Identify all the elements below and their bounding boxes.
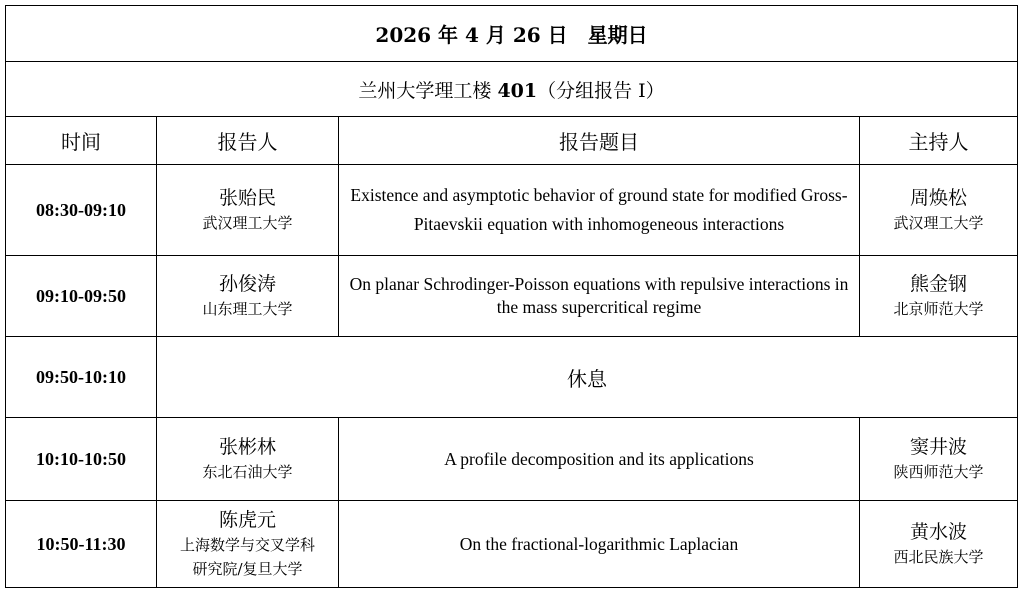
speaker-name: 孙俊涛	[218, 273, 276, 295]
venue-row	[6, 62, 1018, 117]
break-label: 休息	[157, 337, 1018, 418]
host-affiliation: 陕西师范大学	[893, 463, 984, 481]
table-row	[6, 165, 1018, 256]
speaker-affiliation-line2: 研究院/复旦大学	[192, 560, 303, 578]
host-cell	[860, 501, 1018, 588]
speaker-affiliation-line1: 上海数学与交叉学科	[179, 536, 315, 554]
time-cell: 10:50-11:30	[6, 501, 157, 588]
host-cell	[860, 418, 1018, 501]
time-cell: 08:30-09:10	[6, 165, 157, 256]
host-cell	[860, 256, 1018, 337]
talk-title: On the fractional-logarithmic Laplacian	[339, 501, 860, 588]
table-row	[6, 256, 1018, 337]
speaker-affiliation: 东北石油大学	[202, 463, 293, 481]
table-row	[6, 501, 1018, 588]
date-row	[6, 6, 1018, 62]
date-heading: 2026 年 4 月 26 日 星期日	[6, 6, 1018, 62]
venue-heading	[6, 62, 1018, 117]
talk-title: Existence and asymptotic behavior of ground state for modified Gross-Pitaevskii equation with inhomogeneous interactions	[339, 165, 860, 256]
time-cell: 09:10-09:50	[6, 256, 157, 337]
header-host: 主持人	[860, 117, 1018, 165]
speaker-name: 陈虎元	[218, 509, 276, 531]
speaker-name: 张彬林	[218, 436, 276, 458]
speaker-name: 张贻民	[218, 187, 276, 209]
header-time: 时间	[6, 117, 157, 165]
host-affiliation: 北京师范大学	[893, 300, 984, 318]
host-affiliation: 武汉理工大学	[893, 214, 984, 232]
host-name: 窦井波	[910, 436, 968, 458]
host-name: 黄水波	[910, 521, 968, 543]
venue-room: 401	[497, 79, 538, 102]
speaker-cell	[157, 418, 339, 501]
table-row	[6, 418, 1018, 501]
talk-title: A profile decomposition and its applications	[339, 418, 860, 501]
schedule-sheet	[5, 5, 1017, 588]
host-name: 周焕松	[910, 187, 968, 209]
venue-prefix: 兰州大学理工楼	[358, 79, 492, 102]
speaker-affiliation: 山东理工大学	[202, 300, 293, 318]
break-row	[6, 337, 1018, 418]
header-speaker: 报告人	[157, 117, 339, 165]
header-title: 报告题目	[339, 117, 860, 165]
speaker-cell	[157, 501, 339, 588]
host-name: 熊金钢	[910, 273, 968, 295]
time-cell: 09:50-10:10	[6, 337, 157, 418]
host-affiliation: 西北民族大学	[893, 548, 984, 566]
time-cell: 10:10-10:50	[6, 418, 157, 501]
host-cell	[860, 165, 1018, 256]
venue-suffix: （分组报告 I）	[537, 79, 665, 102]
speaker-cell	[157, 165, 339, 256]
speaker-affiliation: 武汉理工大学	[202, 214, 293, 232]
speaker-cell	[157, 256, 339, 337]
talk-title: On planar Schrodinger-Poisson equations with repulsive interactions in the mass supercritical regime	[339, 256, 860, 337]
schedule-table	[5, 5, 1018, 588]
header-row	[6, 117, 1018, 165]
